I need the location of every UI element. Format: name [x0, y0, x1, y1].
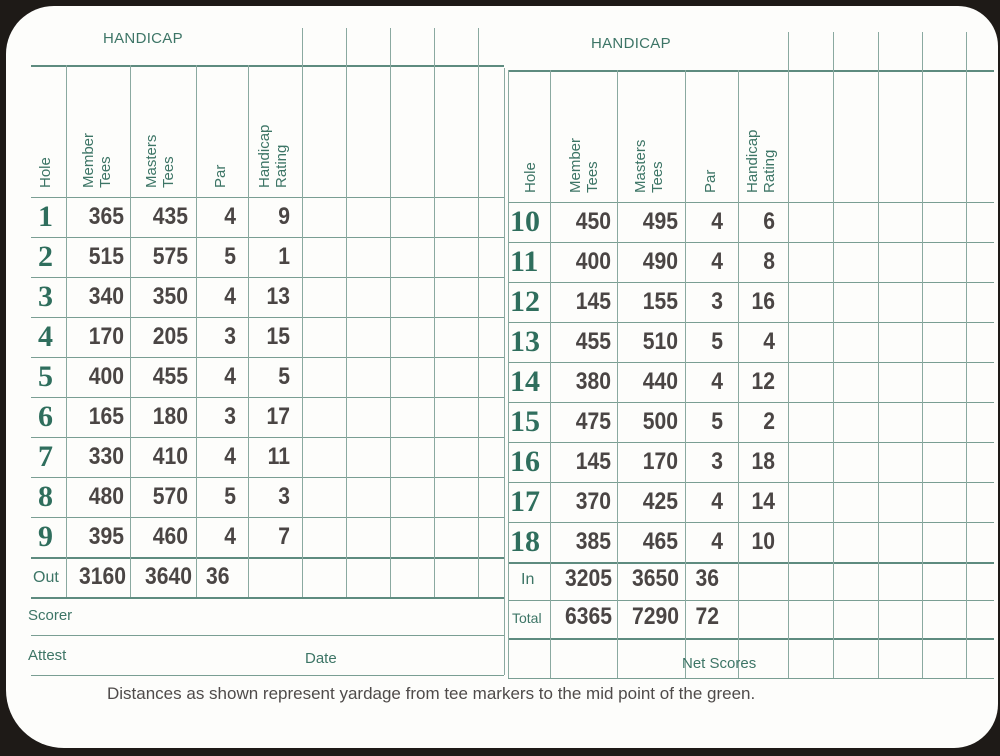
masters-value: 170 — [642, 448, 678, 475]
masters-value: 465 — [642, 528, 678, 555]
hole-number: 13 — [510, 325, 540, 358]
handicap-value: 18 — [751, 448, 775, 475]
par-value: 4 — [224, 283, 236, 310]
par-value: 5 — [224, 243, 236, 270]
scorer-label: Scorer — [28, 607, 73, 624]
grid-line — [31, 597, 504, 599]
handicap-value: 11 — [267, 443, 290, 470]
in_total-label: In — [521, 571, 535, 588]
grid-line — [833, 32, 834, 678]
hole-number: 5 — [38, 360, 53, 393]
grid-line — [550, 70, 551, 678]
member-value: 480 — [88, 483, 124, 510]
header-text: Rating — [761, 149, 778, 193]
par-value: 4 — [711, 488, 723, 515]
in_total-masters: 3650 — [632, 565, 679, 592]
header-text: Par — [702, 169, 719, 193]
grid-line — [878, 32, 879, 678]
masters-value: 350 — [152, 283, 188, 310]
grid-line — [434, 28, 435, 597]
date-label: Date — [305, 650, 337, 667]
hole-number: 2 — [38, 240, 53, 273]
masters-value: 500 — [642, 408, 678, 435]
par-value: 3 — [224, 403, 236, 430]
member-value: 370 — [575, 488, 611, 515]
member-value: 330 — [88, 443, 124, 470]
hole-number: 16 — [510, 445, 540, 478]
hole-number: 18 — [510, 525, 540, 558]
par-value: 4 — [224, 443, 236, 470]
grid-line — [966, 32, 967, 678]
net-scores-label: Net Scores — [682, 655, 757, 672]
masters-value: 435 — [152, 203, 188, 230]
grid-line — [130, 65, 131, 597]
handicap-value: 4 — [763, 328, 775, 355]
grand_total-masters: 7290 — [632, 603, 679, 630]
handicap-value: 6 — [763, 208, 775, 235]
front_nine-header-2 — [143, 135, 177, 188]
grid-line — [508, 678, 994, 679]
grand_total-par: 72 — [695, 603, 719, 630]
masters-value: 460 — [152, 523, 188, 550]
member-value: 145 — [575, 288, 611, 315]
hole-number: 10 — [510, 205, 540, 238]
handicap-value: 1 — [278, 243, 290, 270]
hole-number: 6 — [38, 400, 53, 433]
par-value: 3 — [711, 288, 723, 315]
member-value: 450 — [575, 208, 611, 235]
member-value: 400 — [88, 363, 124, 390]
front_nine-header-0 — [37, 157, 54, 188]
grid-line — [685, 70, 686, 678]
member-value: 365 — [88, 203, 124, 230]
hole-number: 7 — [38, 440, 53, 473]
masters-value: 490 — [642, 248, 678, 275]
member-value: 455 — [575, 328, 611, 355]
grid-line — [66, 65, 67, 597]
grid-line — [478, 28, 479, 597]
in_total-par: 36 — [695, 565, 719, 592]
hole-number: 9 — [38, 520, 53, 553]
hole-number: 8 — [38, 480, 53, 513]
header-text: Par — [212, 164, 229, 188]
hole-number: 14 — [510, 365, 540, 398]
handicap-value: 17 — [266, 403, 290, 430]
member-value: 170 — [88, 323, 124, 350]
masters-value: 425 — [642, 488, 678, 515]
par-value: 4 — [711, 368, 723, 395]
scorecard — [6, 6, 998, 748]
grid-line — [504, 68, 505, 675]
header-text: Tees — [97, 156, 114, 188]
member-value: 145 — [575, 448, 611, 475]
masters-value: 575 — [152, 243, 188, 270]
masters-value: 455 — [152, 363, 188, 390]
par-value: 4 — [711, 208, 723, 235]
member-value: 400 — [575, 248, 611, 275]
grid-line — [346, 28, 347, 597]
masters-value: 155 — [642, 288, 678, 315]
header-text: Masters — [143, 134, 160, 188]
handicap-value: 13 — [266, 283, 290, 310]
par-value: 4 — [224, 363, 236, 390]
masters-value: 180 — [152, 403, 188, 430]
handicap-value: 10 — [751, 528, 775, 555]
total-member: 3160 — [79, 563, 126, 590]
hole-number: 11 — [510, 245, 539, 278]
header-text: Member — [80, 132, 97, 188]
handicap-value: 9 — [278, 203, 290, 230]
handicap-value: 5 — [278, 363, 290, 390]
handicap-value: 15 — [266, 323, 290, 350]
grid-line — [196, 65, 197, 597]
handicap-value: 3 — [278, 483, 290, 510]
hole-number: 17 — [510, 485, 540, 518]
par-value: 3 — [224, 323, 236, 350]
par-value: 4 — [224, 523, 236, 550]
header-text: Tees — [160, 156, 177, 188]
grid-line — [248, 65, 249, 597]
total-label: Out — [33, 569, 59, 586]
member-value: 515 — [88, 243, 124, 270]
in_total-member: 3205 — [565, 565, 612, 592]
header-text: Tees — [649, 161, 666, 193]
masters-value: 440 — [642, 368, 678, 395]
header-text: Hole — [522, 162, 539, 193]
back_nine-header-3 — [702, 170, 719, 193]
front-handicap-label: HANDICAP — [103, 30, 183, 47]
handicap-value: 8 — [763, 248, 775, 275]
par-value: 5 — [711, 328, 723, 355]
masters-value: 410 — [152, 443, 188, 470]
grand_total-label: Total — [512, 610, 542, 626]
hole-number: 3 — [38, 280, 53, 313]
par-value: 3 — [711, 448, 723, 475]
back_nine-header-0 — [522, 162, 539, 193]
handicap-value: 16 — [751, 288, 775, 315]
grid-line — [302, 28, 303, 597]
grid-line — [738, 70, 739, 678]
handicap-value: 14 — [751, 488, 775, 515]
header-text: Hole — [37, 157, 54, 188]
hole-number: 12 — [510, 285, 540, 318]
front_nine-header-3 — [212, 165, 229, 188]
header-text: Tees — [584, 161, 601, 193]
masters-value: 510 — [642, 328, 678, 355]
front_nine-header-4 — [256, 125, 290, 188]
member-value: 165 — [88, 403, 124, 430]
handicap-value: 2 — [763, 408, 775, 435]
member-value: 340 — [88, 283, 124, 310]
header-text: Member — [567, 137, 584, 193]
member-value: 395 — [88, 523, 124, 550]
header-text: Masters — [632, 139, 649, 193]
grand_total-member: 6365 — [565, 603, 612, 630]
par-value: 5 — [224, 483, 236, 510]
header-text: Handicap — [256, 124, 273, 188]
back-handicap-label: HANDICAP — [591, 35, 671, 52]
back_nine-header-4 — [744, 130, 778, 193]
footnote: Distances as shown represent yardage from tee markers to the mid point of the green. — [107, 684, 756, 703]
hole-number: 1 — [38, 200, 53, 233]
grid-line — [31, 675, 504, 676]
grid-line — [922, 32, 923, 678]
masters-value: 205 — [152, 323, 188, 350]
member-value: 475 — [575, 408, 611, 435]
member-value: 380 — [575, 368, 611, 395]
front_nine-header-1 — [80, 133, 114, 188]
back_nine-header-1 — [567, 138, 601, 193]
hole-number: 15 — [510, 405, 540, 438]
header-text: Handicap — [744, 129, 761, 193]
par-value: 4 — [711, 248, 723, 275]
grid-line — [617, 70, 618, 678]
grid-line — [31, 635, 504, 636]
grid-line — [390, 28, 391, 597]
grid-line — [508, 70, 509, 678]
grid-line — [788, 32, 789, 678]
par-value: 4 — [224, 203, 236, 230]
handicap-value: 12 — [751, 368, 775, 395]
hole-number: 4 — [38, 320, 53, 353]
total-par: 36 — [206, 563, 230, 590]
handicap-value: 7 — [278, 523, 290, 550]
par-value: 4 — [711, 528, 723, 555]
back_nine-header-2 — [632, 140, 666, 193]
masters-value: 495 — [642, 208, 678, 235]
member-value: 385 — [575, 528, 611, 555]
attest-label: Attest — [28, 647, 67, 664]
masters-value: 570 — [152, 483, 188, 510]
total-masters: 3640 — [145, 563, 192, 590]
par-value: 5 — [711, 408, 723, 435]
header-text: Rating — [273, 144, 290, 188]
